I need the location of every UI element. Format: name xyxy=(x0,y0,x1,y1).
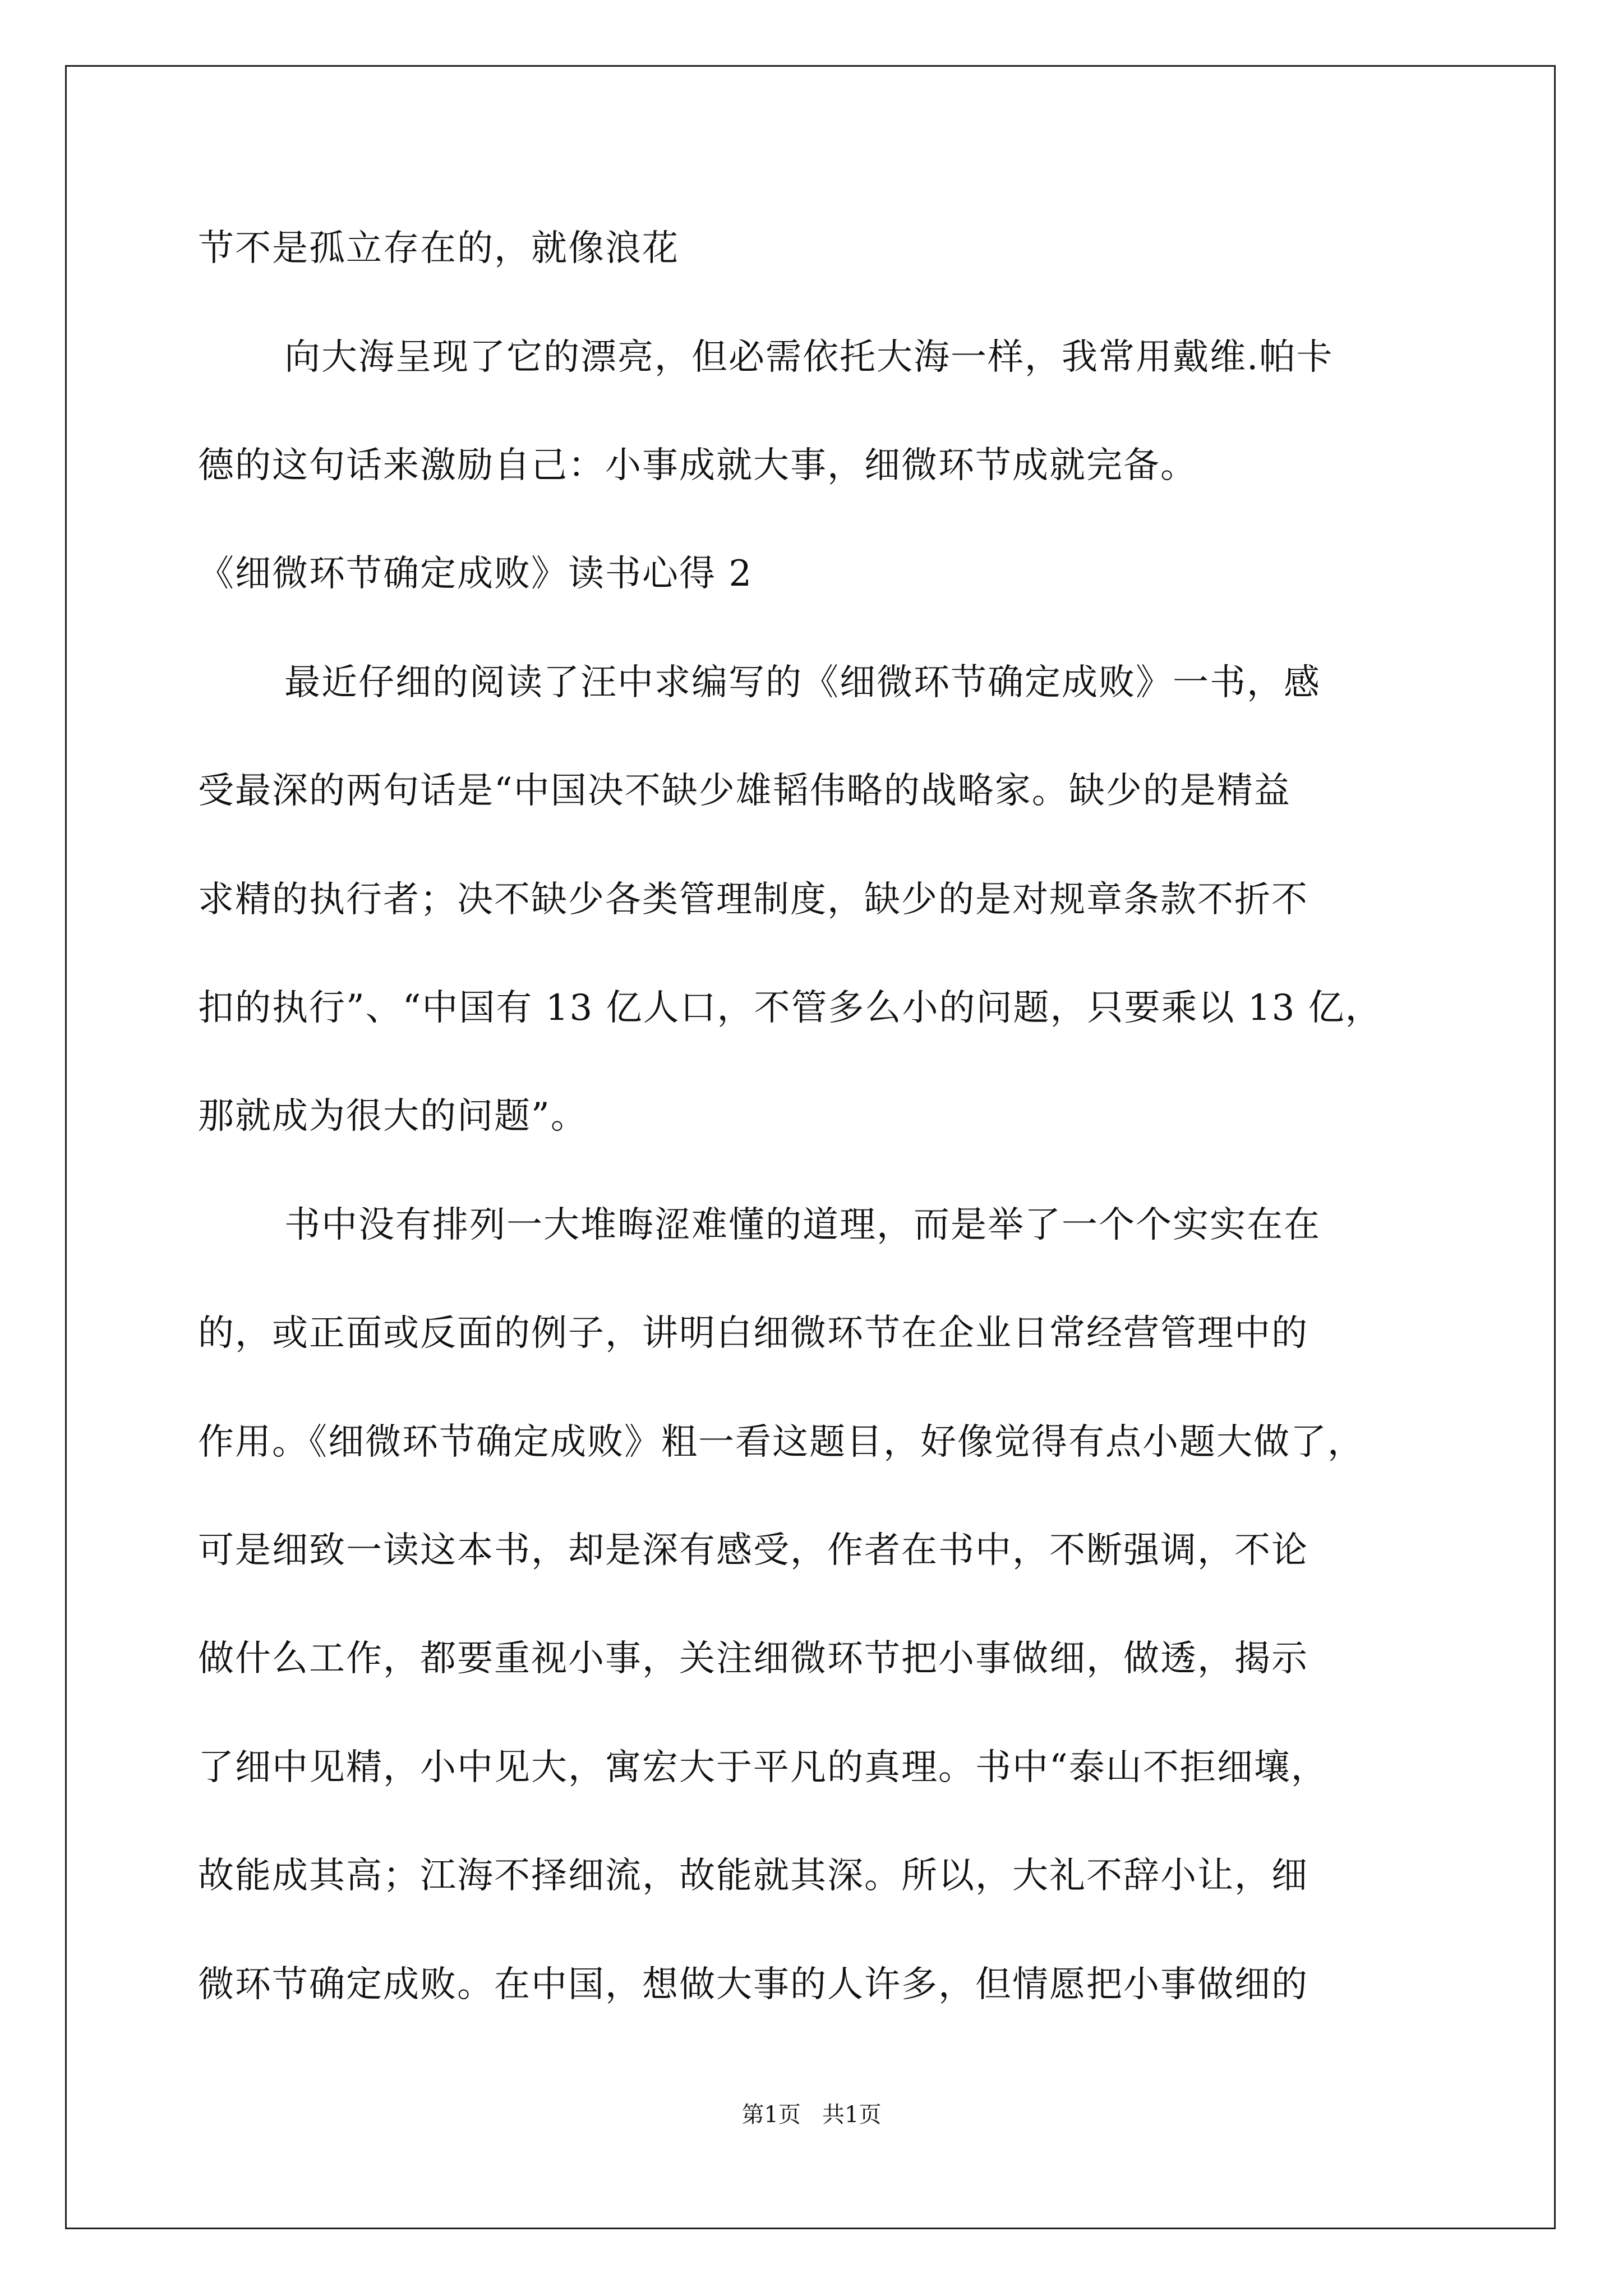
text-line: 作用。《细微环节确定成败》粗一看这题目，好像觉得有点小题大做了， xyxy=(198,1421,1364,1463)
text-line: 扣的执行”、“中国有 13 亿人口，不管多么小的问题，只要乘以 13 亿， xyxy=(198,987,1382,1029)
page-border xyxy=(65,65,1556,2229)
text-line: 德的这句话来激励自己：小事成就大事，细微环节成就完备。 xyxy=(198,445,1197,486)
text-line: 了细中见精，小中见大，寓宏大于平凡的真理。书中“泰山不拒细壤， xyxy=(198,1747,1328,1788)
text-line: 节不是孤立存在的，就像浪花 xyxy=(198,228,679,269)
text-line: 最近仔细的阅读了汪中求编写的《细微环节确定成败》一书，感 xyxy=(284,662,1321,703)
page-number-footer: 第1页 共1页 xyxy=(741,2102,882,2128)
text-line: 受最深的两句话是“中国决不缺少雄韬伟略的战略家。缺少的是精益 xyxy=(198,770,1291,812)
text-line: 做什么工作，都要重视小事，关注细微环节把小事做细，做透，揭示 xyxy=(198,1638,1308,1680)
text-line: 微环节确定成败。在中国，想做大事的人许多，但情愿把小事做细的 xyxy=(198,1964,1308,2005)
text-line: 书中没有排列一大堆晦涩难懂的道理，而是举了一个个实实在在 xyxy=(284,1204,1321,1246)
text-line: 那就成为很大的问题”。 xyxy=(198,1096,588,1137)
text-line: 故能成其高；江海不择细流，故能就其深。所以，大礼不辞小让，细 xyxy=(198,1855,1308,1897)
text-line: 的，或正面或反面的例子，讲明白细微环节在企业日常经营管理中的 xyxy=(198,1313,1308,1354)
text-line: 可是细致一读这本书，却是深有感受，作者在书中，不断强调，不论 xyxy=(198,1530,1308,1571)
text-line: 求精的执行者；决不缺少各类管理制度，缺少的是对规章条款不折不 xyxy=(198,879,1308,921)
section-heading: 《细微环节确定成败》读书心得 2 xyxy=(198,553,753,595)
text-line: 向大海呈现了它的漂亮，但必需依托大海一样，我常用戴维.帕卡 xyxy=(284,337,1334,378)
